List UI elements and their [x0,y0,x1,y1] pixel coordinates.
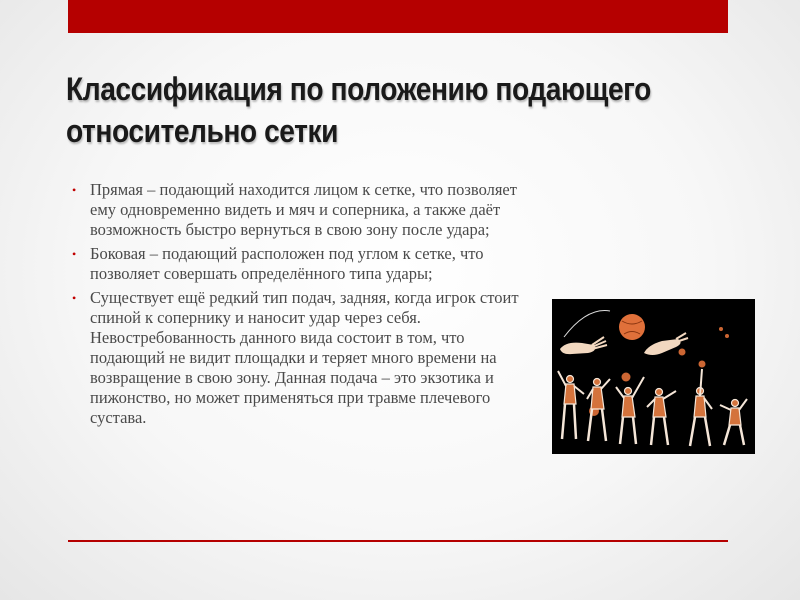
bottom-accent-line [68,540,728,542]
bullet-dot-icon: • [72,247,77,261]
bullet-text: Прямая – подающий находится лицом к сетке, что позволяет ему одновременно видеть и мяч и соперника, а также даёт возможность быстро вернуться в свою зону после удара; [90,180,517,239]
top-accent-bar [68,0,728,33]
bullet-item-back [72,288,532,428]
volleyball-serve-image [552,299,755,454]
bullet-list [72,180,532,432]
volleyball-serve-icon [552,299,755,454]
bullet-item-direct [72,180,532,240]
slide-title: Классификация по положению подающего относительно сетки [66,71,651,149]
bullet-text: Боковая – подающий расположен под углом к сетке, что позволяет совершать определённого типа удары; [90,244,484,283]
bullet-text: Существует ещё редкий тип подач, задняя, когда игрок стоит спиной к сопернику и наносит удар через себя. Невостребованность данного вида состоит в том, что подающий не видит площадки и теряет много времени на возвращение в свою зону. Данная подача – это экзотика и пижонство, но может применяться при травме плечевого сустава. [90,288,519,427]
bullet-dot-icon: • [72,183,77,197]
bullet-item-side [72,244,532,284]
bullet-dot-icon: • [72,291,77,305]
